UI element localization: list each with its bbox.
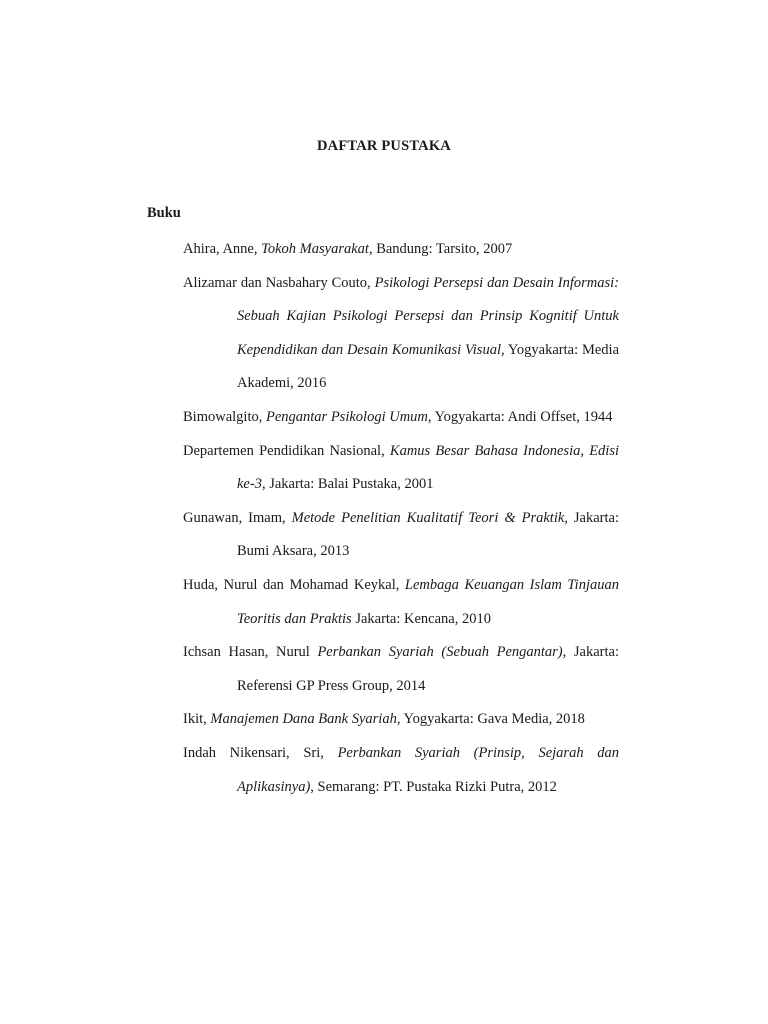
reference-author: Alizamar dan Nasbahary Couto, xyxy=(183,274,375,291)
reference-author: Ichsan Hasan, Nurul xyxy=(183,644,318,661)
reference-author: Bimowalgito, xyxy=(183,408,266,425)
reference-author: Ikit, xyxy=(183,711,211,728)
reference-publisher: Yogyakarta: Media Akademi, 2016 xyxy=(237,341,620,392)
reference-title: Lembaga Keuangan Islam Tinjauan Teoritis dan Praktis xyxy=(237,576,619,627)
reference-publisher: Jakarta: Bumi Aksara, 2013 xyxy=(237,509,619,560)
reference-list xyxy=(183,233,619,804)
reference-entry xyxy=(183,569,619,636)
reference-author: Ahira, Anne, xyxy=(183,241,262,257)
reference-title: Tokoh Masyarakat xyxy=(261,241,369,257)
reference-title: Psikologi Persepsi dan Desain Informasi: Sebuah Kajian Psikologi Persepsi dan Prinsip Kognitif Untuk Kependidikan dan Desain Komunikasi Visual, xyxy=(237,274,619,358)
reference-entry xyxy=(183,636,619,703)
reference-entry xyxy=(183,737,619,804)
reference-author: Huda, Nurul dan Mohamad Keykal, xyxy=(183,576,405,593)
reference-title: Perbankan Syariah (Prinsip, Sejarah dan Aplikasinya) xyxy=(237,744,619,795)
reference-entry xyxy=(183,435,619,502)
reference-publisher: , Semarang: PT. Pustaka Rizki Putra, 2012 xyxy=(310,778,557,795)
reference-entry xyxy=(183,233,619,267)
reference-entry xyxy=(183,502,619,569)
reference-publisher: Jakarta: Kencana, 2010 xyxy=(351,610,491,627)
reference-author: Gunawan, Imam, xyxy=(183,509,292,526)
reference-title: Kamus Besar Bahasa Indonesia, Edisi ke-3 xyxy=(237,442,619,493)
reference-author: Indah Nikensari, Sri, xyxy=(183,744,338,761)
reference-entry xyxy=(183,267,619,401)
reference-title: Metode Penelitian Kualitatif Teori & Praktik, xyxy=(291,509,568,526)
page-title: DAFTAR PUSTAKA xyxy=(317,138,451,154)
reference-publisher: , Jakarta: Balai Pustaka, 2001 xyxy=(261,476,434,493)
reference-entry xyxy=(183,703,619,737)
reference-author: Departemen Pendidikan Nasional, xyxy=(183,442,390,459)
reference-publisher: , Jakarta: Referensi GP Press Group, 2014 xyxy=(237,644,619,694)
reference-entry xyxy=(183,401,619,435)
section-heading-buku: Buku xyxy=(147,205,181,221)
reference-publisher: , Yogyakarta: Andi Offset, 1944 xyxy=(427,408,613,425)
reference-title: Perbankan Syariah (Sebuah Pengantar) xyxy=(317,644,563,661)
reference-title: Pengantar Psikologi Umum xyxy=(265,408,428,425)
reference-title: Manajemen Dana Bank Syariah xyxy=(210,711,397,728)
reference-publisher: , Bandung: Tarsito, 2007 xyxy=(368,241,513,257)
reference-publisher: , Yogyakarta: Gava Media, 2018 xyxy=(396,711,585,728)
